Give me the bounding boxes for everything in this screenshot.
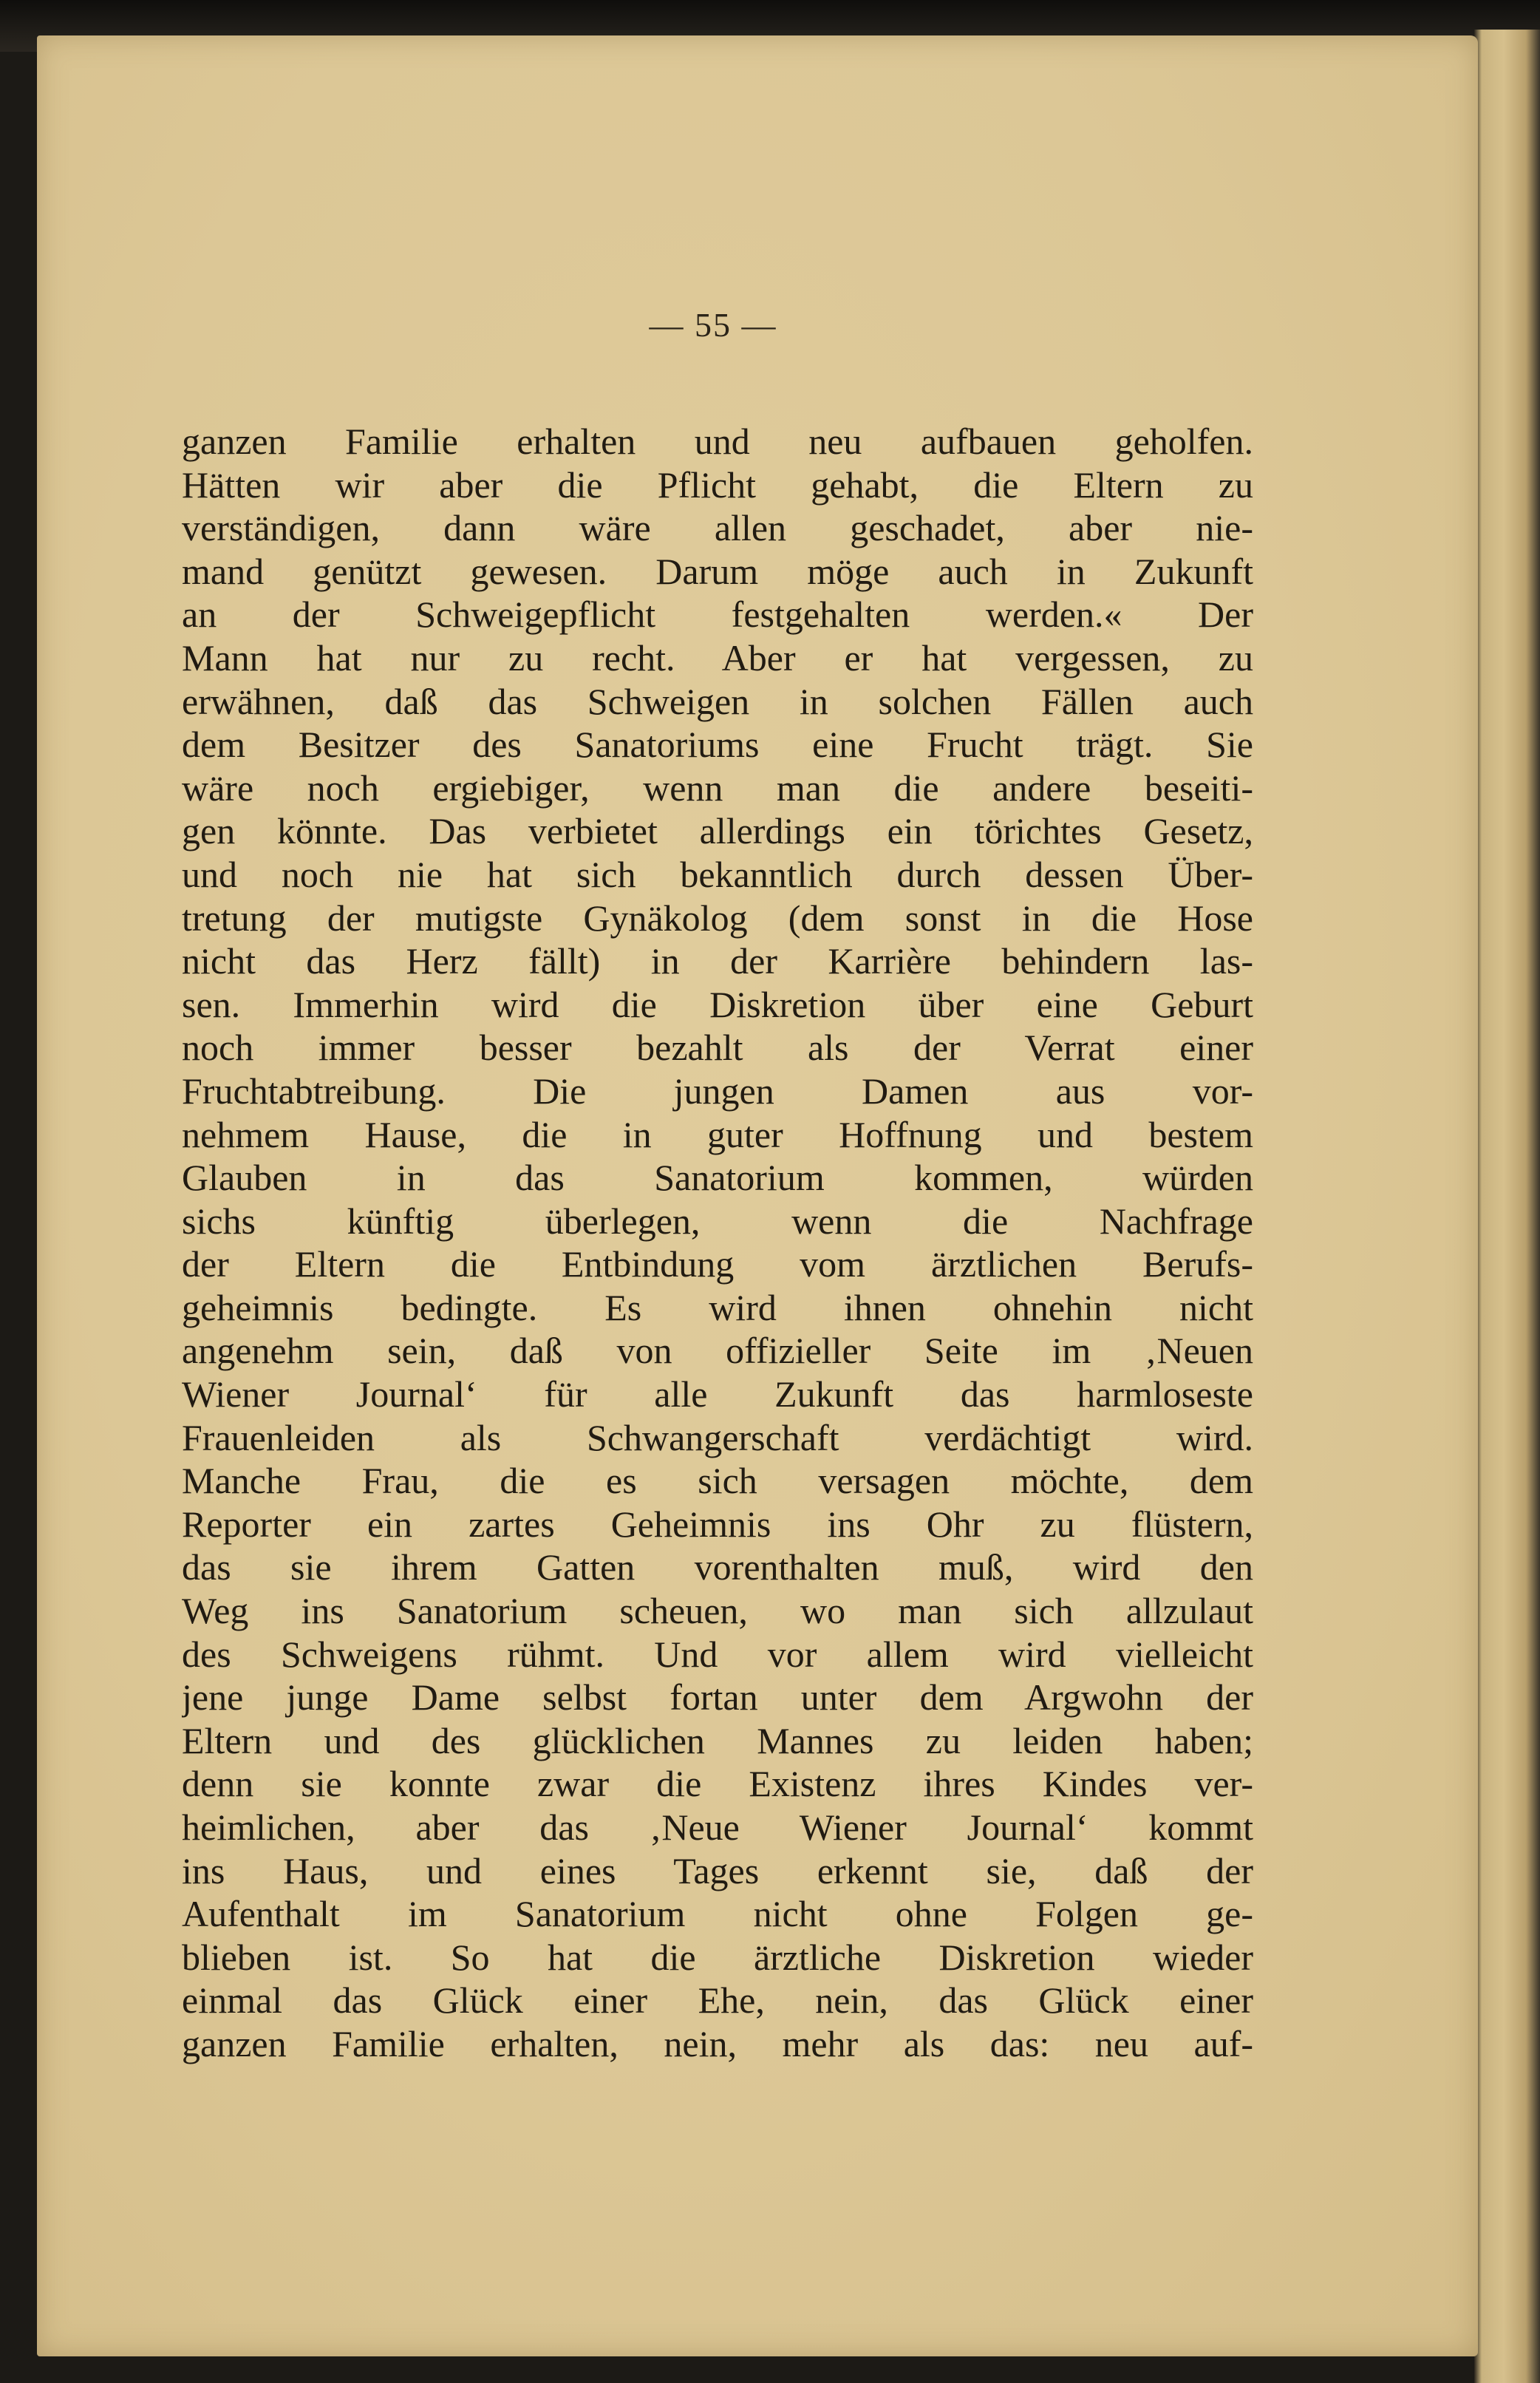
text-line: nehmem Hause, die in guter Hoffnung und bestem xyxy=(182,1113,1253,1155)
text-line: Glauben in das Sanatorium kommen, würden xyxy=(182,1157,1253,1199)
book-page xyxy=(37,35,1478,2356)
text-line: der Eltern die Entbindung vom ärztlichen Berufs- xyxy=(182,1243,1253,1285)
text-line: ganzen Familie erhalten, nein, mehr als das: neu auf- xyxy=(182,2022,1253,2064)
text-line: heimlichen, aber das ‚Neue Wiener Journal‘ kommt xyxy=(182,1806,1253,1848)
text-line: blieben ist. So hat die ärztliche Diskretion wieder xyxy=(182,1936,1253,1978)
text-line: des Schweigens rühmt. Und vor allem wird vielleicht xyxy=(182,1633,1253,1675)
text-line: gen könnte. Das verbietet allerdings ein törichtes Gesetz, xyxy=(182,810,1253,852)
text-line: ins Haus, und eines Tages erkennt sie, daß der xyxy=(182,1849,1253,1891)
text-line: denn sie konnte zwar die Existenz ihres Kindes ver- xyxy=(182,1763,1253,1805)
text-line: ganzen Familie erhalten und neu aufbauen geholfen. xyxy=(182,421,1253,462)
adjacent-page-edge xyxy=(1474,30,1540,2383)
text-line: sen. Immerhin wird die Diskretion über eine Geburt xyxy=(182,983,1253,1025)
body-text xyxy=(182,420,1253,2066)
text-line: Weg ins Sanatorium scheuen, wo man sich allzulaut xyxy=(182,1590,1253,1632)
text-line: nicht das Herz fällt) in der Karrière behindern las- xyxy=(182,940,1253,982)
text-line: Wiener Journal‘ für alle Zukunft das harmloseste xyxy=(182,1373,1253,1415)
text-line: noch immer besser bezahlt als der Verrat einer xyxy=(182,1027,1253,1069)
text-line: Reporter ein zartes Geheimnis ins Ohr zu flüstern, xyxy=(182,1503,1253,1545)
text-line: erwähnen, daß das Schweigen in solchen Fällen auch xyxy=(182,680,1253,722)
text-line: tretung der mutigste Gynäkolog (dem sonst in die Hose xyxy=(182,897,1253,939)
text-line: an der Schweigepflicht festgehalten werden.« Der xyxy=(182,594,1253,636)
text-line: jene junge Dame selbst fortan unter dem Argwohn der xyxy=(182,1676,1253,1719)
text-line: dem Besitzer des Sanatoriums eine Frucht trägt. Sie xyxy=(182,724,1253,766)
text-line: Frauenleiden als Schwangerschaft verdächtigt wird. xyxy=(182,1416,1253,1458)
text-line: sichs künftig überlegen, wenn die Nachfrage xyxy=(182,1200,1253,1242)
text-line: Manche Frau, die es sich versagen möchte, dem xyxy=(182,1460,1253,1502)
text-line: Fruchtabtreibung. Die jungen Damen aus vor- xyxy=(182,1070,1253,1112)
text-line: wäre noch ergiebiger, wenn man die andere beseiti- xyxy=(182,766,1253,809)
text-line: mand genützt gewesen. Darum möge auch in Zukunft xyxy=(182,550,1253,592)
page-number: — 55 — xyxy=(649,306,777,344)
text-line: angenehm sein, daß von offizieller Seite im ‚Neuen xyxy=(182,1330,1253,1372)
text-line: geheimnis bedingte. Es wird ihnen ohnehin nicht xyxy=(182,1286,1253,1328)
text-line: Mann hat nur zu recht. Aber er hat vergessen, zu xyxy=(182,636,1253,679)
text-line: das sie ihrem Gatten vorenthalten muß, wird den xyxy=(182,1546,1253,1588)
text-line: Aufenthalt im Sanatorium nicht ohne Folgen ge- xyxy=(182,1893,1253,1935)
text-line: Hätten wir aber die Pflicht gehabt, die Eltern zu xyxy=(182,463,1253,506)
text-line: und noch nie hat sich bekanntlich durch dessen Über- xyxy=(182,853,1253,895)
text-line: einmal das Glück einer Ehe, nein, das Glück einer xyxy=(182,1979,1253,2022)
text-line: Eltern und des glücklichen Mannes zu leiden haben; xyxy=(182,1719,1253,1761)
text-line: verständigen, dann wäre allen geschadet, aber nie- xyxy=(182,507,1253,549)
